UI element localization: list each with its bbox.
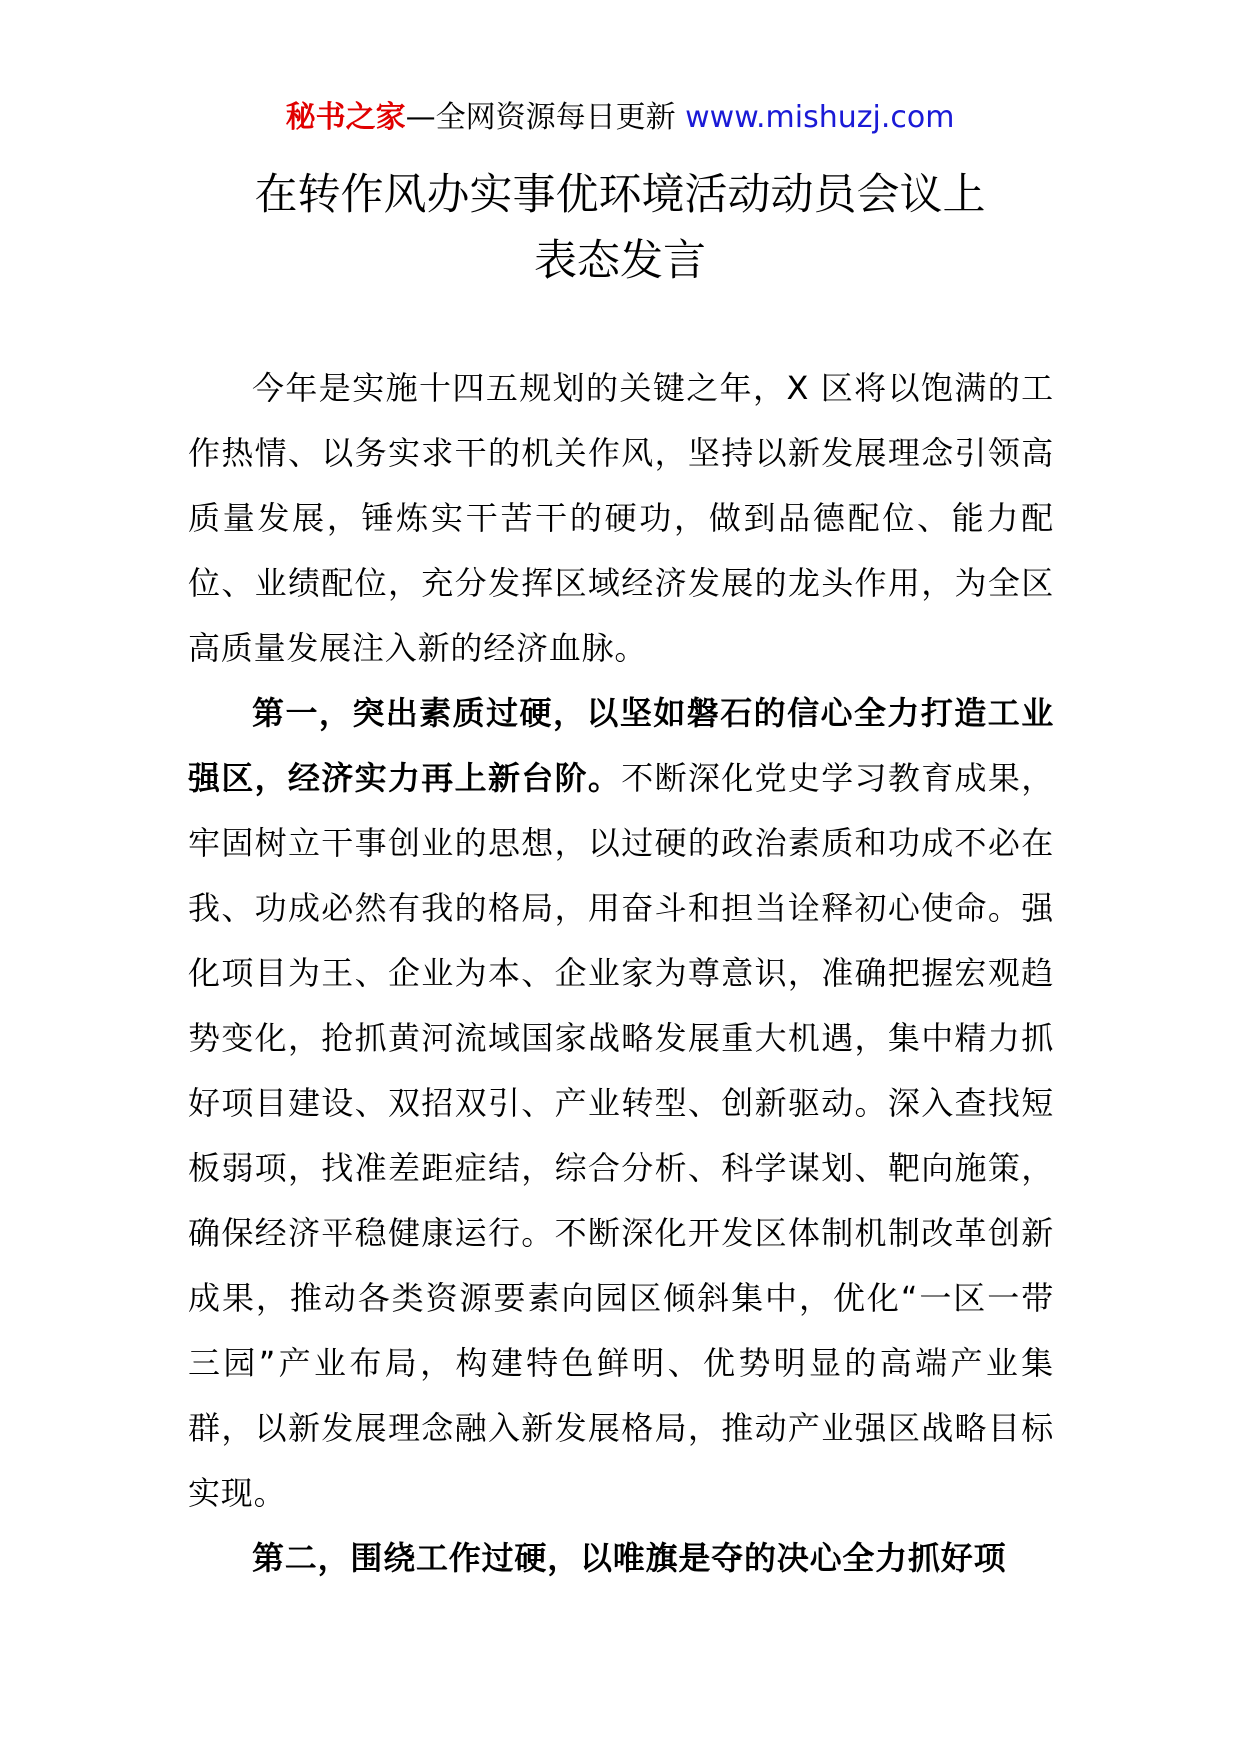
paragraph-text: 不断深化党史学习教育成果，牢固树立干事创业的思想，以过硬的政治素质和功成不必在我、功成必然有我的格局，用奋斗和担当诠释初心使命。强化项目为王、企业为本、企业家为尊意识，准确把握宏观趋势变化，抢抓黄河流域国家战略发展重大机遇，集中精力抓好项目建设、双招双引、产业转型、创新驱动。深入查找短板弱项，找准差距症结，综合分析、科学谋划、靶向施策，确保经济平稳健康运行。不断深化开发区体制机制改革创新成果，推动各类资源要素向园区倾斜集中，优化“一区一带三园”产业布局，构建特色鲜明、优势明显的高端产业集群，以新发展理念融入新发展格局，推动产业强区战略目标实现。 <box>188 759 1054 1512</box>
title-line-2: 表态发言 <box>534 236 706 286</box>
paragraph-intro <box>188 356 1054 681</box>
site-tagline: —全网资源每日更新 <box>405 100 686 135</box>
document-body <box>188 356 1054 1591</box>
paragraph-lead: 第二，围绕工作过硬，以唯旗是夺的决心全力抓好项 <box>252 1539 1007 1577</box>
paragraph-point-2 <box>188 1526 1054 1591</box>
paragraph-text: 今年是实施十四五规划的关键之年，X 区将以饱满的工作热情、以务实求干的机关作风，坚持以新发展理念引领高质量发展，锤炼实干苦干的硬功，做到品德配位、能力配位、业绩配位，充分发挥区域经济发展的龙头作用，为全区高质量发展注入新的经济血脉。 <box>188 369 1054 667</box>
paragraph-point-1 <box>188 681 1054 1526</box>
document-title <box>0 162 1240 294</box>
site-url-link[interactable]: www.mishuzj.com <box>685 100 955 135</box>
site-brand: 秘书之家 <box>285 100 406 135</box>
paragraph-lead: 第一，突出素质过硬，以坚如磐石的信心全力打造工业强区，经济实力再上新台阶。 <box>188 694 1054 797</box>
site-header <box>0 98 1240 138</box>
title-line-1: 在转作风办实事优环境活动动员会议上 <box>254 170 986 220</box>
